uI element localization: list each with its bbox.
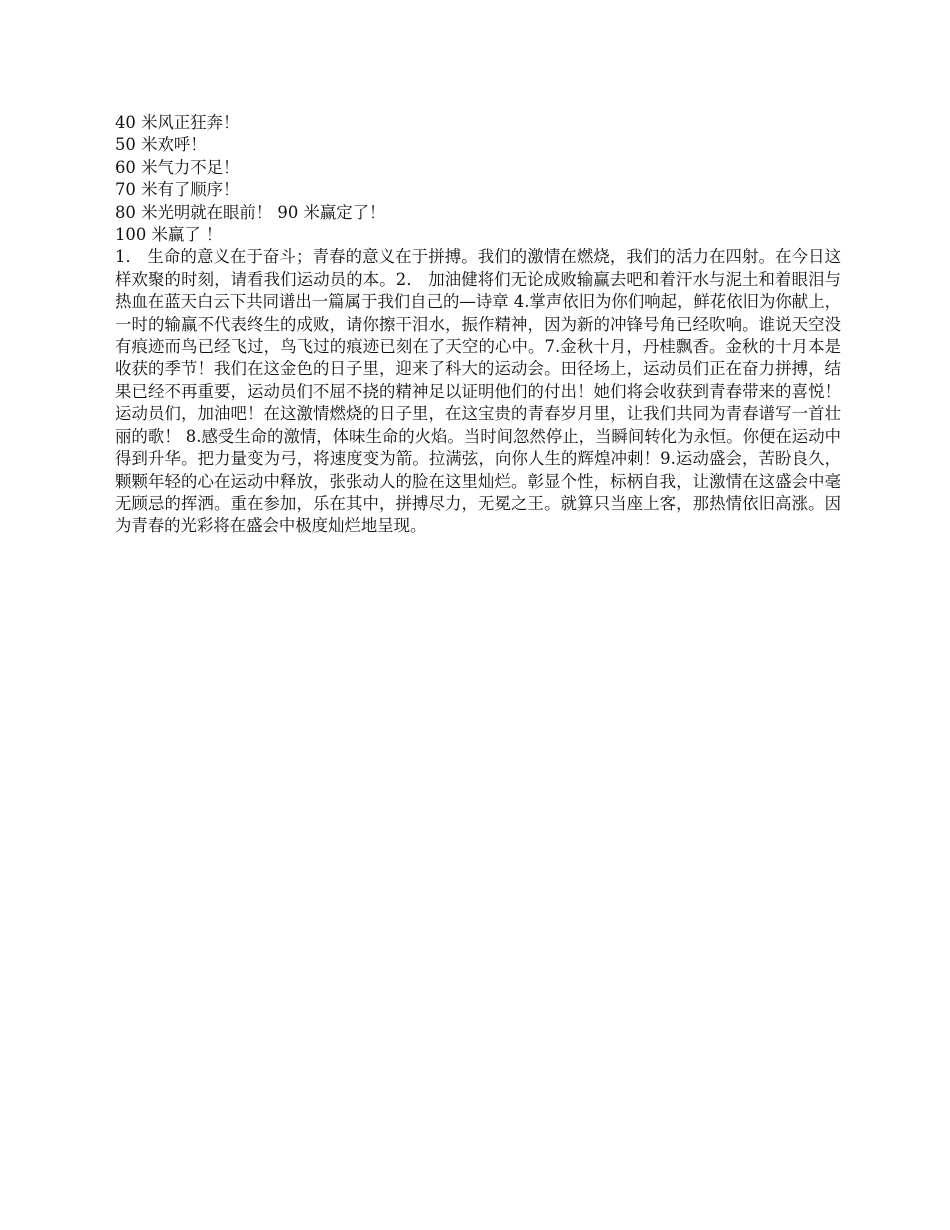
text-line-100m: 100 米赢了 ！ bbox=[115, 225, 223, 245]
document-page bbox=[115, 112, 841, 538]
text-line-60m: 60 米气力不足！ bbox=[115, 157, 240, 177]
text-line-80m-90m: 80 米光明就在眼前！ 90 米赢定了！ bbox=[115, 202, 386, 222]
text-line-70m: 70 米有了顺序！ bbox=[115, 180, 240, 200]
text-line-40m: 40 米风正狂奔！ bbox=[115, 113, 240, 132]
text-line-50m: 50 米欢呼！ bbox=[115, 135, 207, 155]
body-paragraph: 1． 生命的意义在于奋斗；青春的意义在于拼搏。我们的激情在燃烧，我们的活力在四射。在今日这样欢聚的时刻，请看我们运动员的本。2． 加油健将们无论成败输赢去吧和着汗水与泥土和着眼泪与热血在蓝天白云下共同谱出一篇属于我们自己的—诗章 4.掌声依旧为你们响起，鲜花依旧为你献上，一时的输赢不代表终生的成败，请你擦干泪水，振作精神，因为新的冲锋号角已经吹响。谁说天空没有痕迹而鸟已经飞过，鸟飞过的痕迹已刻在了天空的心中。7.金秋十月，丹桂飘香。金秋的十月本是收获的季节！我们在这金色的日子里，迎来了科大的运动会。田径场上，运动员们正在奋力拼搏，结果已经不再重要，运动员们不屈不挠的精神足以证明他们的付出！她们将会收获到青春带来的喜悦！运动员们，加油吧！在这激情燃烧的日子里，在这宝贵的青春岁月里，让我们共同为青春谱写一首壮丽的歌！ 8.感受生命的激情，体味生命的火焰。当时间忽然停止，当瞬间转化为永恒。你便在运动中得到升华。把力量变为弓，将速度变为箭。拉满弦，向你人生的辉煌冲刺！9.运动盛会，苦盼良久，颗颗年轻的心在运动中释放，张张动人的脸在这里灿烂。彰显个性，标柄自我，让激情在这盛会中毫无顾忌的挥洒。重在参加，乐在其中，拼搏尽力，无冕之王。就算只当座上客，那热情依旧高涨。因为青春的光彩将在盛会中极度灿烂地呈现。 bbox=[115, 247, 841, 536]
